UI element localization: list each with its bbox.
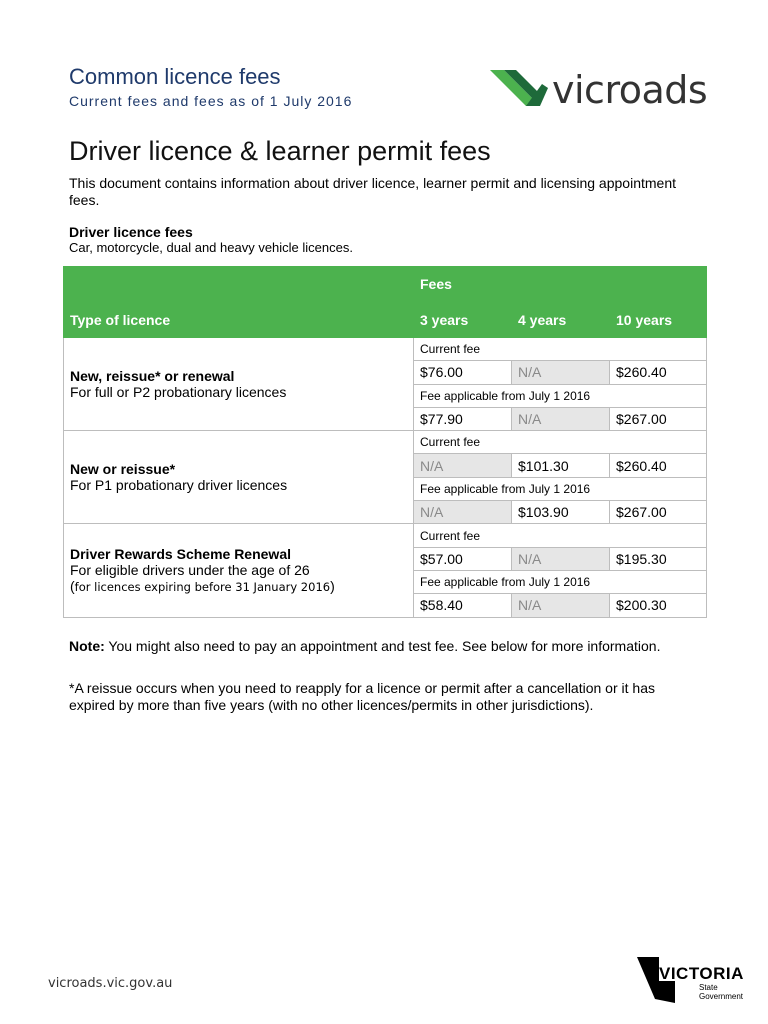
vicroads-logo-text: vicroads: [552, 68, 708, 112]
section-heading: Driver licence fees: [69, 224, 193, 240]
col-3-years-header: 3 years: [414, 302, 512, 338]
table-header-empty: [64, 267, 414, 302]
table-header-row: [64, 267, 707, 302]
note-body: You might also need to pay an appointment and test fee. See below for more information.: [104, 638, 661, 654]
fee-cell: N/A: [414, 454, 512, 477]
footnote-text: *A reissue occurs when you need to reapply for a licence or permit after a cancellation or it has expired by more than five years (with no other licences/permits in other jurisdictions).: [69, 680, 655, 713]
header-title: Common licence fees: [69, 64, 281, 89]
page-title: Driver licence & learner permit fees: [69, 136, 491, 166]
table-row: [64, 524, 707, 547]
fee-cell: $101.30: [512, 454, 610, 477]
table-row: [64, 431, 707, 454]
victoria-wordmark: VICTORIA: [659, 964, 744, 983]
licence-type-cell: [64, 524, 414, 617]
victoria-sub2: Government: [699, 992, 744, 1001]
licence-type-name: Driver Rewards Scheme Renewal: [70, 545, 291, 562]
vicroads-logo-mark-icon: [490, 66, 552, 118]
fee-cell: $195.30: [610, 547, 707, 570]
col-4-years-header: 4 years: [512, 302, 610, 338]
future-fee-label: Fee applicable from July 1 2016: [414, 570, 707, 593]
fee-cell: $103.90: [512, 501, 610, 524]
current-fee-label: Current fee: [414, 431, 707, 454]
fee-cell: $58.40: [414, 594, 512, 617]
fee-cell: $267.00: [610, 501, 707, 524]
note-open-paren: (: [70, 577, 75, 594]
licence-type-cell: [64, 338, 414, 431]
fee-cell: N/A: [512, 594, 610, 617]
fee-cell: $76.00: [414, 361, 512, 384]
licence-type-cell: [64, 431, 414, 524]
table-header-row: [64, 302, 707, 338]
note-close-paren: ): [330, 577, 335, 594]
fee-cell: N/A: [512, 407, 610, 430]
section-subheading: Car, motorcycle, dual and heavy vehicle licences.: [69, 240, 353, 255]
footer-url: vicroads.vic.gov.au: [48, 976, 173, 991]
victoria-sub1: State: [699, 983, 718, 992]
licence-type-note: [70, 578, 407, 595]
victoria-government-logo: [637, 955, 744, 1005]
licence-type-name: New or reissue*: [70, 461, 176, 478]
fees-header: Fees: [414, 267, 707, 302]
licence-type-desc: For eligible drivers under the age of 26: [70, 561, 310, 578]
licence-type-desc: For full or P2 probationary licences: [70, 384, 287, 401]
fee-cell: $260.40: [610, 454, 707, 477]
col-10-years-header: 10 years: [610, 302, 707, 338]
future-fee-label: Fee applicable from July 1 2016: [414, 477, 707, 500]
vicroads-logo: [490, 66, 708, 118]
fee-cell: $260.40: [610, 361, 707, 384]
licence-type-name: New, reissue* or renewal: [70, 368, 235, 385]
current-fee-label: Current fee: [414, 524, 707, 547]
note-label: Note:: [69, 638, 105, 654]
note-text: [69, 638, 709, 654]
fee-cell: $267.00: [610, 407, 707, 430]
fee-table: [63, 266, 707, 618]
header-subtitle: Current fees and fees as of 1 July 2016: [69, 93, 353, 109]
fee-cell: $77.90: [414, 407, 512, 430]
future-fee-label: Fee applicable from July 1 2016: [414, 384, 707, 407]
fee-cell: N/A: [512, 361, 610, 384]
type-of-licence-header: Type of licence: [64, 302, 414, 338]
fee-cell: $57.00: [414, 547, 512, 570]
current-fee-label: Current fee: [414, 338, 707, 361]
fee-cell: N/A: [512, 547, 610, 570]
fee-cell: $200.30: [610, 594, 707, 617]
licence-type-desc: For P1 probationary driver licences: [70, 477, 288, 494]
table-row: [64, 338, 707, 361]
licence-type-note-text: for licences expiring before 31 January 2016: [74, 579, 331, 594]
intro-text: This document contains information about driver licence, learner permit and licensing appointment fees.: [69, 175, 676, 208]
fee-cell: N/A: [414, 501, 512, 524]
